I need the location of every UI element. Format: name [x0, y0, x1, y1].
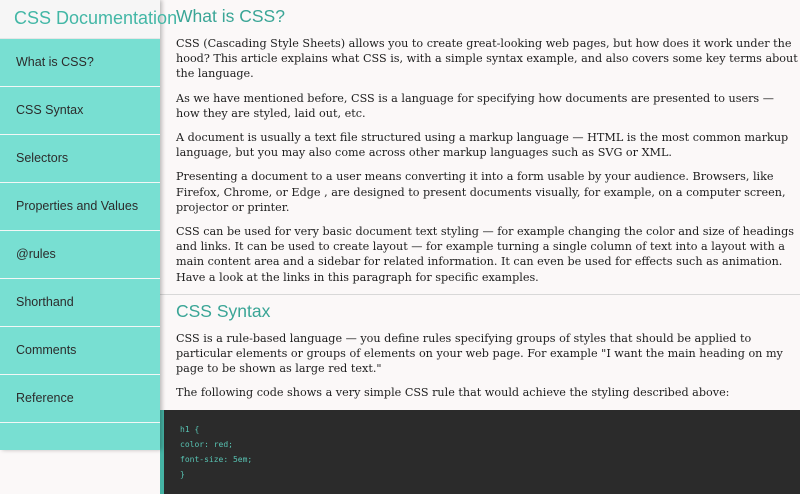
article: [160, 4, 800, 494]
paragraph: Presenting a document to a user means converting it into a form usable by your audience. Browsers, like Firefox, Chrome, or Edge , are designed to present documents visually, for example, on a computer screen, projector or printer.: [176, 170, 786, 214]
code-line: font-size: 5em;: [180, 454, 253, 464]
section-heading: CSS Syntax: [176, 300, 271, 321]
sidebar-item-properties-and-values[interactable]: Properties and Values: [0, 183, 160, 231]
code-line: h1 {: [180, 424, 200, 434]
section-heading: What is CSS?: [176, 6, 285, 26]
section-divider: [160, 294, 800, 295]
paragraph: CSS can be used for very basic document text styling — for example changing the color and size of headings and links. It can be used to create layout — for example turning a single column of text into a layout with a main content area and a sidebar for related information. It can even be used for effects such as animation. Have a look at the links in this paragraph for specific examples.: [176, 225, 794, 284]
sidebar-title[interactable]: CSS Documentation: [0, 0, 160, 39]
sidebar-item-what-is-css[interactable]: What is CSS?: [0, 39, 160, 87]
paragraph: The following code shows a very simple CSS rule that would achieve the styling described above:: [176, 386, 730, 400]
sidebar-item-reference[interactable]: Reference: [0, 375, 160, 423]
main-content: [160, 0, 800, 479]
section-what-is-css: [176, 4, 800, 285]
sidebar-item-selectors[interactable]: Selectors: [0, 135, 160, 183]
sidebar-item-at-rules[interactable]: @rules: [0, 231, 160, 279]
paragraph: CSS (Cascading Style Sheets) allows you to create great-looking web pages, but how does it work under the hood? This article explains what CSS is, with a simple syntax example, and also covers some key terms about the language.: [176, 37, 798, 81]
code-line: }: [180, 469, 185, 479]
code-block: [160, 410, 800, 494]
sidebar: [0, 0, 178, 450]
section-css-syntax: [176, 299, 800, 494]
sidebar-nav: [0, 39, 160, 423]
sidebar-item-shorthand[interactable]: Shorthand: [0, 279, 160, 327]
sidebar-item-comments[interactable]: Comments: [0, 327, 160, 375]
paragraph: CSS is a rule-based language — you define rules specifying groups of styles that should be applied to particular elements or groups of elements on your web page. For example "I want the main heading on my page to be shown as large red text.": [176, 331, 783, 376]
code-line: color: red;: [180, 439, 233, 449]
sidebar-item-css-syntax[interactable]: CSS Syntax: [0, 87, 160, 135]
paragraph: A document is usually a text file structured using a markup language — HTML is the most common markup language, but you may also come across other markup languages such as SVG or XML.: [176, 131, 789, 160]
paragraph: As we have mentioned before, CSS is a language for specifying how documents are presented to users — how they are styled, laid out, etc.: [176, 91, 774, 120]
